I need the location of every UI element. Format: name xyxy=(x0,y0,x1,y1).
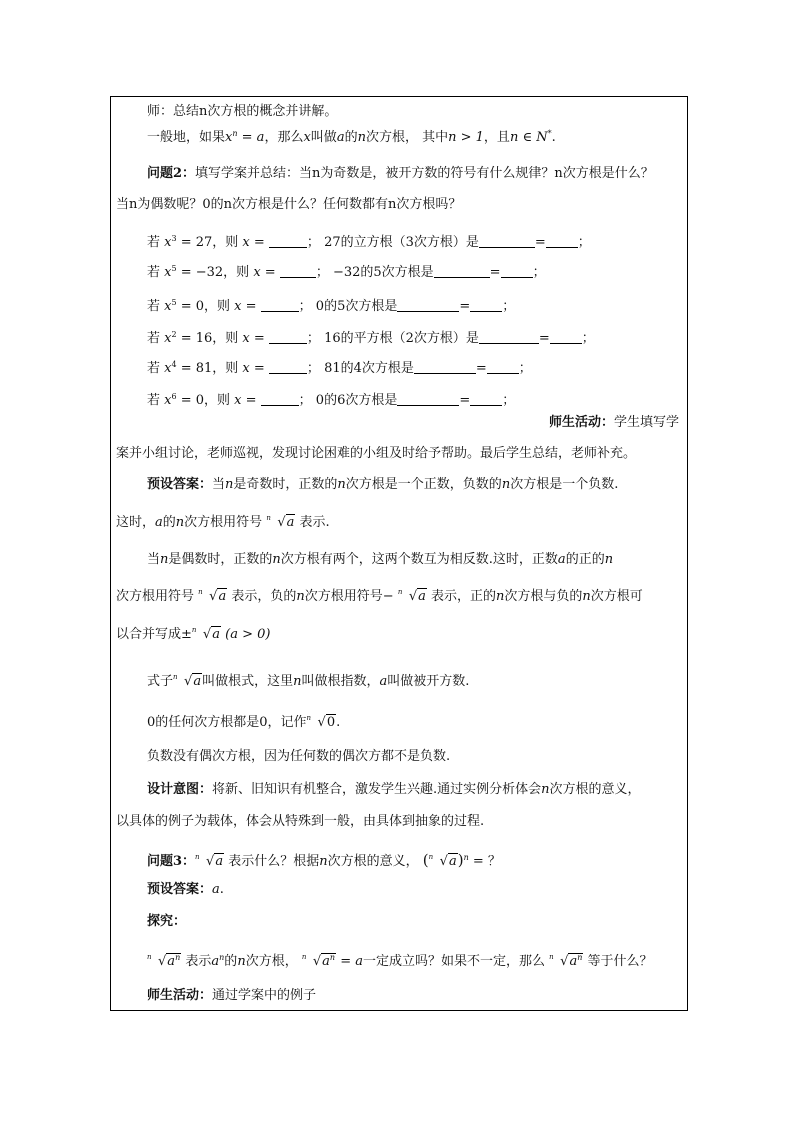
text: 16的平方根（2次方根）是 xyxy=(324,331,479,346)
activity1-line1 xyxy=(549,413,679,433)
math-a: a xyxy=(322,954,330,969)
math-n: n xyxy=(160,552,169,567)
text: 表示，负的 xyxy=(231,589,297,604)
question2-line1 xyxy=(147,164,654,184)
text: 当 xyxy=(212,477,226,492)
math-n: n xyxy=(225,477,234,492)
plus-minus: ± xyxy=(181,627,192,642)
math-x: x xyxy=(164,299,172,314)
radical-sign: √ xyxy=(277,515,286,530)
text: 若 xyxy=(147,235,165,250)
root-index: n xyxy=(301,953,307,961)
radical-sign: √ xyxy=(317,715,326,730)
root-index: n xyxy=(397,588,403,596)
math-eq: = a xyxy=(237,130,265,145)
text: . xyxy=(219,882,224,897)
radical-n-a xyxy=(195,852,224,872)
radicand: a xyxy=(448,854,457,869)
math-xeq: x = xyxy=(238,235,269,250)
text: 若 xyxy=(147,331,165,346)
text: ； xyxy=(577,235,591,250)
text: 叫做 xyxy=(310,130,337,145)
text: 0的6次方根是 xyxy=(315,393,398,408)
text: 次方根有两个，这两个数互为相反数.这时，正数 xyxy=(280,552,558,567)
text: 表示什么？根据 xyxy=(228,854,320,869)
exercise-row xyxy=(147,263,546,283)
math-n: n xyxy=(175,515,185,530)
text: 的 xyxy=(162,515,176,530)
text: 式子 xyxy=(147,674,174,689)
text: ，那么 xyxy=(264,130,304,145)
lesson-table-cell xyxy=(110,96,688,1011)
text: ，则 xyxy=(223,265,250,280)
answer-blank[interactable] xyxy=(550,331,582,344)
answer-blank[interactable] xyxy=(470,299,502,312)
answer-blank[interactable] xyxy=(479,331,539,344)
explore-label-text: 探究： xyxy=(147,914,187,929)
activity-label: 师生活动： xyxy=(548,415,614,430)
radical-sign: √ xyxy=(312,954,322,969)
math-n: n xyxy=(337,477,346,492)
text: 填写学案并总结：当n为奇数是，被开方数的符号有什么规律？n次方根是什么？ xyxy=(195,166,654,181)
radicand: a xyxy=(215,854,224,869)
condition: (a > 0) xyxy=(225,627,271,642)
math-exp: 5 xyxy=(171,298,177,307)
text: 通过学案中的例子 xyxy=(212,988,317,1003)
radical-n-a xyxy=(198,587,227,607)
math-exp: n xyxy=(175,953,181,962)
answer-blank[interactable] xyxy=(261,393,299,406)
exercise-row xyxy=(147,329,595,349)
explore-label xyxy=(147,912,186,932)
math-n: n xyxy=(582,589,591,604)
radicand xyxy=(321,953,336,969)
text: 将新、旧知识有机整合，激发学生兴趣.通过实例分析体会 xyxy=(212,782,542,797)
math-exp: 6 xyxy=(171,392,177,401)
preset1-line4 xyxy=(116,587,643,607)
text: 次方根与负的 xyxy=(504,589,583,604)
answer-blank[interactable] xyxy=(479,235,535,248)
text: 等于什么？ xyxy=(587,954,653,969)
exercise-row xyxy=(147,391,515,411)
math-exp: n xyxy=(232,129,238,138)
text: 一定成立吗？如果不一定，那么 xyxy=(362,954,545,969)
radicand: a xyxy=(218,589,227,604)
radicand: a xyxy=(418,589,426,604)
text: ，则 xyxy=(204,393,231,408)
paren-close: ) xyxy=(457,851,464,869)
preset-label: 预设答案： xyxy=(147,882,213,897)
text: ； xyxy=(306,361,325,376)
answer-blank[interactable] xyxy=(434,265,490,278)
text: 若 xyxy=(147,299,165,314)
root-index: n xyxy=(428,853,434,861)
text: ； xyxy=(298,393,316,408)
text: 次方根可 xyxy=(590,589,643,604)
math-xeq: x = xyxy=(230,393,261,408)
text: 以合并写成 xyxy=(116,627,182,642)
power-n: n xyxy=(463,853,469,862)
answer-blank[interactable] xyxy=(397,299,459,312)
math-a: a xyxy=(336,130,345,145)
radical-n-a xyxy=(429,852,458,872)
text: = ？ xyxy=(472,854,501,869)
question2-line2: 当n为偶数呢？0的n次方根是什么？任何数都有n次方根吗？ xyxy=(116,197,462,212)
minus-sign: − xyxy=(382,589,394,604)
math-exp: 3 xyxy=(171,234,177,243)
math-n-in-N: n ∈ N xyxy=(509,130,548,145)
text: = xyxy=(538,331,550,346)
question2-label: 问题2： xyxy=(147,166,196,181)
text: 81的4次方根是 xyxy=(324,361,414,376)
text: 的正的 xyxy=(565,552,605,567)
math-exp: 4 xyxy=(171,360,177,369)
question3-label: 问题3： xyxy=(147,854,196,869)
math-x: x xyxy=(225,130,233,145)
preset-label: 预设答案： xyxy=(147,477,213,492)
text: 叫做被开方数. xyxy=(387,674,470,689)
answer-blank[interactable] xyxy=(414,361,476,374)
text: 次方根是一个负数. xyxy=(510,477,619,492)
text: 次方根是一个正数，负数的 xyxy=(345,477,502,492)
design-line1 xyxy=(147,780,641,800)
text: ； xyxy=(306,331,325,346)
root-index: n xyxy=(266,514,271,522)
radical-n-a xyxy=(192,625,221,645)
math-n: n xyxy=(541,782,550,797)
math-rhs: = 0 xyxy=(176,299,205,314)
activity-label: 师生活动： xyxy=(147,988,213,1003)
text: ，且 xyxy=(483,130,510,145)
text: ； xyxy=(532,265,546,280)
text: 表示. xyxy=(299,515,330,530)
preset1-line1 xyxy=(147,475,618,495)
activity2-line xyxy=(147,986,316,1006)
math-a: a xyxy=(212,882,220,897)
text: 次方根用符号 xyxy=(116,589,195,604)
text: 若 xyxy=(147,265,165,280)
text: 当 xyxy=(147,552,161,567)
radical-n-a-n xyxy=(147,952,181,972)
radical-n-a-n xyxy=(549,952,583,972)
math-xeq: x = xyxy=(249,265,280,280)
design-label: 设计意图： xyxy=(147,782,213,797)
text: ； xyxy=(518,361,532,376)
answer-blank[interactable] xyxy=(269,361,307,374)
math-rhs: = 16 xyxy=(176,331,213,346)
math-n: n xyxy=(272,552,281,567)
design-line2: 以具体的例子为载体，体会从特殊到一般，由具体到抽象的过程. xyxy=(116,814,485,829)
text: 叫做根指数， xyxy=(301,674,380,689)
radical-sign: √ xyxy=(202,627,212,642)
zero-root-line xyxy=(147,713,340,733)
text: 次方根用符号 xyxy=(304,589,383,604)
text: 次方根的意义， xyxy=(327,854,419,869)
text: 27的立方根（3次方根）是 xyxy=(324,235,479,250)
math-xeq: x = xyxy=(230,299,261,314)
math-rhs: = 0 xyxy=(176,393,205,408)
text: 次方根， xyxy=(245,954,298,969)
math-a: a xyxy=(557,552,566,567)
text: = xyxy=(459,393,471,408)
math-a: a xyxy=(155,515,163,530)
radical-sign: √ xyxy=(408,589,418,604)
math-n: n xyxy=(237,954,246,969)
math-n-gt-1: n > 1 xyxy=(448,130,484,145)
text: 的 xyxy=(224,954,238,969)
math-n: n xyxy=(604,552,614,567)
text: 表示 xyxy=(185,954,212,969)
math-exp: 5 xyxy=(171,264,177,273)
math-n: n xyxy=(293,674,302,689)
exercise-row xyxy=(147,297,515,317)
math-exp: n xyxy=(577,953,583,962)
text: . xyxy=(336,715,341,730)
root-index: n xyxy=(549,953,554,961)
answer-blank[interactable] xyxy=(487,361,519,374)
root-index: n xyxy=(191,626,197,634)
text: ； xyxy=(502,299,516,314)
answer-blank[interactable] xyxy=(397,393,459,406)
radical-sign: √ xyxy=(439,854,448,869)
radical-sign: √ xyxy=(184,674,193,689)
math-rhs: = 27 xyxy=(176,235,213,250)
radical-sign: √ xyxy=(206,854,215,869)
root-index: n xyxy=(173,673,178,681)
radicand: 0 xyxy=(326,715,336,730)
preset1-line2 xyxy=(116,513,330,533)
radical-n-a xyxy=(398,587,427,607)
math-exp: 2 xyxy=(171,330,177,339)
math-x: x xyxy=(164,235,172,250)
radicand: a xyxy=(212,627,220,642)
math-x: x xyxy=(164,393,172,408)
answer-blank[interactable] xyxy=(280,265,316,278)
math-n: n xyxy=(319,854,328,869)
text: = xyxy=(489,265,501,280)
question3-line xyxy=(147,850,501,872)
preset1-line5 xyxy=(116,625,270,645)
definition-line xyxy=(147,128,556,148)
text: 0的5次方根是 xyxy=(315,299,398,314)
radical-n-a xyxy=(173,672,202,692)
text: ，则 xyxy=(212,331,239,346)
text: ，则 xyxy=(204,299,231,314)
teacher-summary-line: 师：总结n次方根的概念并讲解。 xyxy=(147,104,338,119)
radicand xyxy=(166,953,181,969)
math-eq: = a xyxy=(340,954,363,969)
math-a: a xyxy=(167,954,176,969)
activity1-line2: 案并小组讨论，老师巡视，发现讨论困难的小组及时给予帮助。最后学生总结，老师补充。 xyxy=(116,446,637,461)
text: 是奇数时，正数的 xyxy=(233,477,338,492)
radicand: a xyxy=(193,674,202,689)
text: = xyxy=(459,299,471,314)
math-n: n xyxy=(357,130,366,145)
radicand: a xyxy=(286,515,295,530)
negative-line: 负数没有偶次方根，因为任何数的偶次方都不是负数. xyxy=(147,749,451,764)
math-n: n xyxy=(501,477,511,492)
preset2-line xyxy=(147,880,224,900)
text: 叫做根式，这里 xyxy=(202,674,294,689)
radical-n-a-n xyxy=(302,952,336,972)
root-index: n xyxy=(147,953,152,961)
root-index: n xyxy=(198,588,203,596)
text: = xyxy=(475,361,487,376)
math-x: x xyxy=(303,130,311,145)
text: 若 xyxy=(147,393,165,408)
answer-blank[interactable] xyxy=(269,331,307,344)
text: ； xyxy=(315,265,333,280)
answer-blank[interactable] xyxy=(470,393,502,406)
paren-open: ( xyxy=(422,851,429,869)
math-x: x xyxy=(164,265,172,280)
math-a: a xyxy=(379,674,388,689)
math-x: x xyxy=(164,331,172,346)
math-star: * xyxy=(547,129,552,138)
root-index: n xyxy=(195,853,200,861)
radical-sign: √ xyxy=(209,589,218,604)
radical-n-a xyxy=(266,513,295,533)
text: 的 xyxy=(344,130,358,145)
text: = xyxy=(534,235,546,250)
text: 是偶数时，正数的 xyxy=(168,552,273,567)
text: 次方根， 其中 xyxy=(365,130,449,145)
answer-blank[interactable] xyxy=(501,265,533,278)
radical-form-line xyxy=(147,672,469,692)
text: . xyxy=(551,130,556,145)
text: 0的任何次方根都是0，记作 xyxy=(147,715,307,730)
radical-n-0 xyxy=(307,713,337,733)
text: ； xyxy=(298,299,316,314)
text: 若 xyxy=(147,361,165,376)
text: ； xyxy=(306,235,325,250)
math-a: a xyxy=(569,954,578,969)
math-rhs: = −32 xyxy=(176,265,224,280)
radicand xyxy=(568,953,583,969)
math-exp: n xyxy=(219,953,225,962)
text: ，则 xyxy=(212,235,239,250)
math-xeq: x = xyxy=(238,331,269,346)
text: 一般地，如果 xyxy=(147,130,226,145)
answer-blank[interactable] xyxy=(546,235,578,248)
root-index: n xyxy=(306,714,312,722)
radical-sign: √ xyxy=(560,954,569,969)
math-n: n xyxy=(296,589,305,604)
exercise-row xyxy=(147,359,532,379)
math-x: x xyxy=(164,361,172,376)
text: 表示，正的 xyxy=(431,589,497,604)
radical-sign: √ xyxy=(158,954,167,969)
text: ； xyxy=(502,393,516,408)
text: ，则 xyxy=(212,361,239,376)
math-a: a xyxy=(211,954,220,969)
answer-blank[interactable] xyxy=(269,235,307,248)
math-rhs: = 81 xyxy=(176,361,213,376)
text: 学生填写学 xyxy=(613,415,679,430)
text: 这时， xyxy=(116,515,156,530)
text: −32的5次方根是 xyxy=(332,265,434,280)
math-xeq: x = xyxy=(238,361,269,376)
text: ； xyxy=(581,331,595,346)
text: 次方根的意义， xyxy=(549,782,641,797)
math-n: n xyxy=(496,589,505,604)
text: 次方根用符号 xyxy=(184,515,263,530)
math-exp: n xyxy=(329,953,336,962)
explore-line xyxy=(147,952,653,972)
preset1-line3 xyxy=(147,550,613,570)
exercise-row xyxy=(147,233,591,253)
answer-blank[interactable] xyxy=(261,299,299,312)
